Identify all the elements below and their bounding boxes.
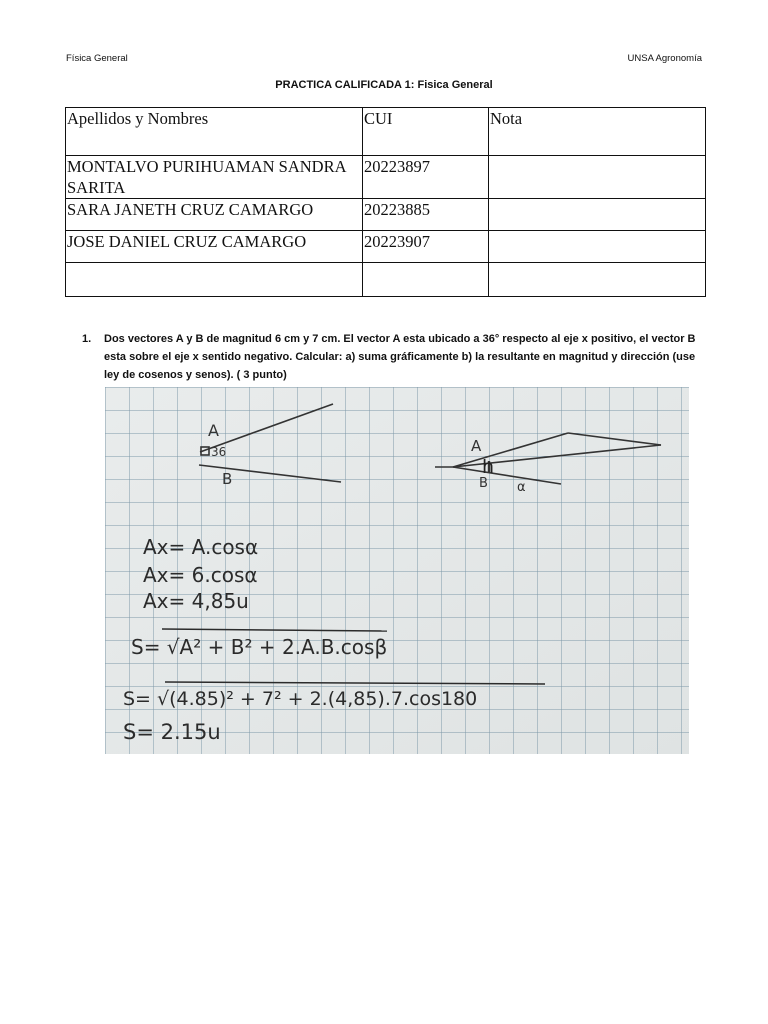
column-header-cui: CUI bbox=[363, 108, 489, 156]
label-angle-36: 36 bbox=[211, 445, 227, 459]
formula-substituted: S= √(4.85)² + 7² + 2.(4,85).7.cos180 bbox=[123, 688, 478, 710]
label-b-parallelogram: B bbox=[479, 476, 488, 491]
student-cui: 20223897 bbox=[363, 156, 489, 199]
table-header-row bbox=[66, 108, 706, 156]
label-b: B bbox=[222, 470, 233, 488]
student-cui bbox=[363, 263, 489, 297]
student-nota bbox=[489, 199, 706, 231]
question-text: Dos vectores A y B de magnitud 6 cm y 7 cm. El vector A esta ubicado a 36° respecto al eje x positivo, el vector B esta sobre el eje x sentido negativo. Calcular: a) suma gráficamente b) la resultante en magnitud y dirección (use ley de cosenos y senos). ( 3 punto) bbox=[104, 333, 696, 381]
student-name: MONTALVO PURIHUAMAN SANDRA SARITA bbox=[66, 156, 363, 199]
table-row bbox=[66, 231, 706, 263]
student-nota bbox=[489, 263, 706, 297]
table-row bbox=[66, 199, 706, 231]
equation-line-1: Ax= A.cosα bbox=[143, 535, 259, 559]
equation-line-3: Ax= 4,85u bbox=[143, 589, 249, 613]
column-header-nota: Nota bbox=[489, 108, 706, 156]
label-a-parallelogram: A bbox=[471, 437, 482, 455]
student-name: JOSE DANIEL CRUZ CAMARGO bbox=[66, 231, 363, 263]
table-row bbox=[66, 156, 706, 199]
header-institution: UNSA Agronomía bbox=[627, 53, 702, 64]
formula-general: S= √A² + B² + 2.A.B.cosβ bbox=[131, 635, 388, 659]
table-row bbox=[66, 263, 706, 297]
student-name: SARA JANETH CRUZ CAMARGO bbox=[66, 199, 363, 231]
page-title: PRACTICA CALIFICADA 1: Fisica General bbox=[275, 79, 493, 91]
question-number: 1. bbox=[82, 333, 92, 345]
result: S= 2.15u bbox=[123, 720, 221, 744]
header-course: Física General bbox=[66, 53, 128, 64]
label-a: A bbox=[208, 421, 219, 440]
student-cui: 20223885 bbox=[363, 199, 489, 231]
student-nota bbox=[489, 231, 706, 263]
student-cui: 20223907 bbox=[363, 231, 489, 263]
graph-paper-drawing bbox=[105, 387, 689, 754]
column-header-name: Apellidos y Nombres bbox=[66, 108, 363, 156]
students-table bbox=[65, 107, 706, 297]
equation-line-2: Ax= 6.cosα bbox=[143, 563, 258, 587]
handwritten-solution-photo bbox=[105, 387, 689, 754]
label-h: h bbox=[482, 456, 495, 478]
student-nota bbox=[489, 156, 706, 199]
label-alpha: α bbox=[517, 480, 526, 495]
student-name bbox=[66, 263, 363, 297]
